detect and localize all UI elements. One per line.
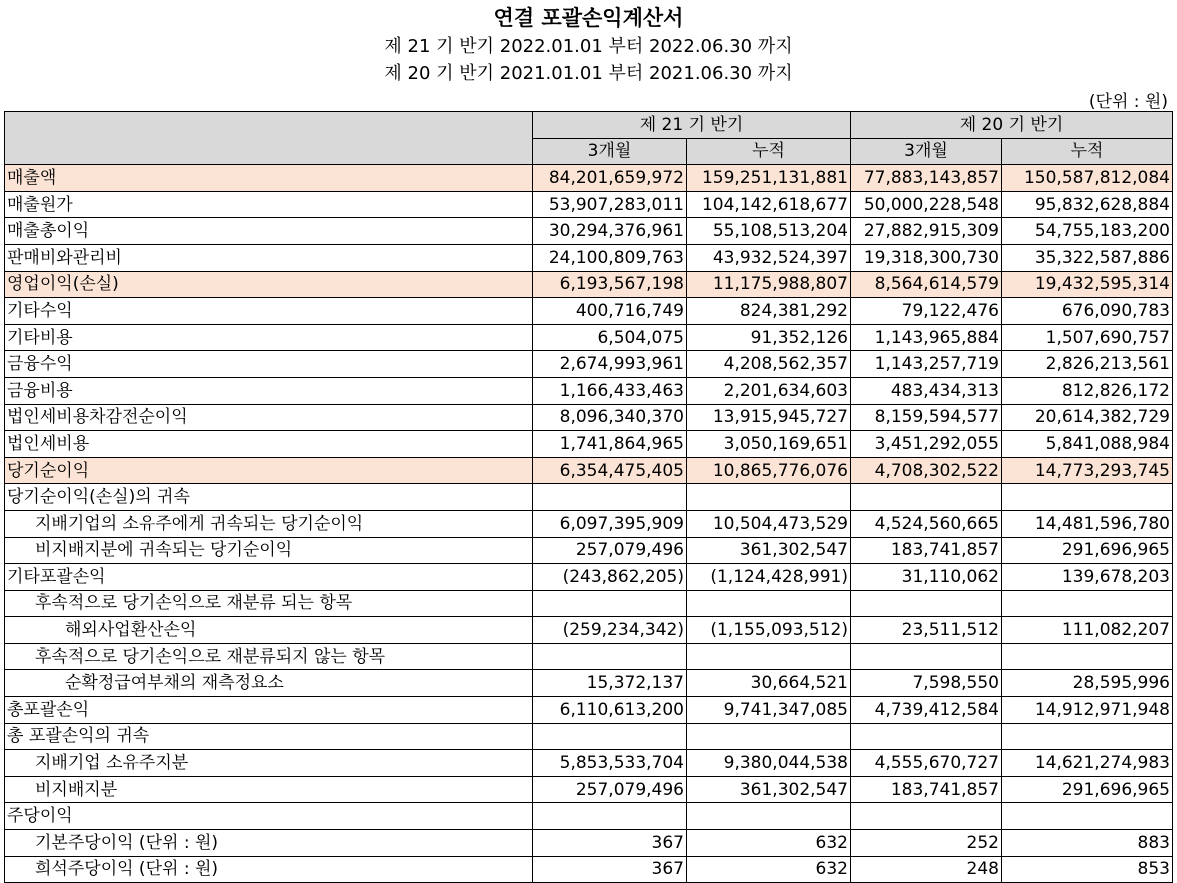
value-cell: 824,381,292 xyxy=(687,298,851,325)
value-cell: 23,511,512 xyxy=(851,617,1002,644)
table-row xyxy=(5,510,1173,537)
value-cell: 150,587,812,084 xyxy=(1002,165,1173,192)
value-cell: 35,322,587,886 xyxy=(1002,244,1173,271)
value-cell: 10,504,473,529 xyxy=(687,510,851,537)
value-cell: 20,614,382,729 xyxy=(1002,404,1173,431)
value-cell: 483,434,313 xyxy=(851,377,1002,404)
value-cell: 6,354,475,405 xyxy=(533,457,687,484)
header-sub-3: 3개월 xyxy=(851,138,1002,165)
table-row xyxy=(5,537,1173,564)
value-cell: 6,097,395,909 xyxy=(533,510,687,537)
value-cell xyxy=(533,803,687,830)
row-label: 당기순이익(손실)의 귀속 xyxy=(5,484,533,511)
header-period-prior: 제 20 기 반기 xyxy=(851,112,1173,139)
value-cell: 3,451,292,055 xyxy=(851,431,1002,458)
value-cell: 111,082,207 xyxy=(1002,617,1173,644)
value-cell: (1,124,428,991) xyxy=(687,564,851,591)
value-cell xyxy=(533,484,687,511)
value-cell: 183,741,857 xyxy=(851,776,1002,803)
table-row xyxy=(5,564,1173,591)
row-label: 총포괄손익 xyxy=(5,697,533,724)
value-cell: 257,079,496 xyxy=(533,537,687,564)
value-cell: 248 xyxy=(851,856,1002,883)
value-cell: 367 xyxy=(533,830,687,857)
value-cell xyxy=(851,590,1002,617)
header-row-periods xyxy=(5,112,1173,139)
value-cell: 252 xyxy=(851,830,1002,857)
table-row xyxy=(5,750,1173,777)
value-cell: 19,432,595,314 xyxy=(1002,271,1173,298)
header-sub-1: 3개월 xyxy=(533,138,687,165)
table-row xyxy=(5,617,1173,644)
value-cell: 5,841,088,984 xyxy=(1002,431,1173,458)
value-cell: 632 xyxy=(687,856,851,883)
row-label: 금융수익 xyxy=(5,351,533,378)
value-cell xyxy=(687,643,851,670)
value-cell: 3,050,169,651 xyxy=(687,431,851,458)
value-cell: (259,234,342) xyxy=(533,617,687,644)
row-label: 순확정급여부채의 재측정요소 xyxy=(5,670,533,697)
value-cell xyxy=(687,723,851,750)
table-row xyxy=(5,431,1173,458)
row-label: 후속적으로 당기손익으로 재분류 되는 항목 xyxy=(5,590,533,617)
value-cell: 6,110,613,200 xyxy=(533,697,687,724)
row-label: 주당이익 xyxy=(5,803,533,830)
value-cell: 6,193,567,198 xyxy=(533,271,687,298)
value-cell: 853 xyxy=(1002,856,1173,883)
row-label: 매출총이익 xyxy=(5,218,533,245)
value-cell xyxy=(1002,803,1173,830)
row-label: 기본주당이익 (단위 : 원) xyxy=(5,830,533,857)
value-cell: 79,122,476 xyxy=(851,298,1002,325)
header-period-current: 제 21 기 반기 xyxy=(533,112,851,139)
value-cell: 676,090,783 xyxy=(1002,298,1173,325)
table-row xyxy=(5,643,1173,670)
table-row xyxy=(5,298,1173,325)
value-cell: 6,504,075 xyxy=(533,324,687,351)
value-cell: 361,302,547 xyxy=(687,537,851,564)
value-cell: 104,142,618,677 xyxy=(687,191,851,218)
row-label: 비지배지분에 귀속되는 당기순이익 xyxy=(5,537,533,564)
value-cell: 1,741,864,965 xyxy=(533,431,687,458)
value-cell: 9,380,044,538 xyxy=(687,750,851,777)
value-cell: 15,372,137 xyxy=(533,670,687,697)
table-row xyxy=(5,723,1173,750)
table-row xyxy=(5,803,1173,830)
table-row xyxy=(5,670,1173,697)
value-cell: 159,251,131,881 xyxy=(687,165,851,192)
value-cell: 632 xyxy=(687,830,851,857)
value-cell: 14,912,971,948 xyxy=(1002,697,1173,724)
value-cell: 14,481,596,780 xyxy=(1002,510,1173,537)
value-cell: 10,865,776,076 xyxy=(687,457,851,484)
value-cell: 13,915,945,727 xyxy=(687,404,851,431)
row-label: 법인세비용 xyxy=(5,431,533,458)
row-label: 기타포괄손익 xyxy=(5,564,533,591)
table-row xyxy=(5,856,1173,883)
table-row xyxy=(5,165,1173,192)
value-cell xyxy=(851,643,1002,670)
row-label: 비지배지분 xyxy=(5,776,533,803)
row-label: 금융비용 xyxy=(5,377,533,404)
value-cell: 8,096,340,370 xyxy=(533,404,687,431)
value-cell: 11,175,988,807 xyxy=(687,271,851,298)
value-cell: 19,318,300,730 xyxy=(851,244,1002,271)
value-cell: 95,832,628,884 xyxy=(1002,191,1173,218)
row-label: 판매비와관리비 xyxy=(5,244,533,271)
table-row xyxy=(5,377,1173,404)
value-cell xyxy=(533,723,687,750)
value-cell: 2,674,993,961 xyxy=(533,351,687,378)
value-cell: 139,678,203 xyxy=(1002,564,1173,591)
value-cell: 54,755,183,200 xyxy=(1002,218,1173,245)
value-cell: 30,664,521 xyxy=(687,670,851,697)
table-row xyxy=(5,484,1173,511)
value-cell: 9,741,347,085 xyxy=(687,697,851,724)
period-prior: 제 20 기 반기 2021.01.01 부터 2021.06.30 까지 xyxy=(384,63,793,84)
value-cell: (243,862,205) xyxy=(533,564,687,591)
row-label: 매출원가 xyxy=(5,191,533,218)
value-cell xyxy=(687,803,851,830)
table-row xyxy=(5,351,1173,378)
value-cell xyxy=(533,590,687,617)
value-cell: 367 xyxy=(533,856,687,883)
table-row xyxy=(5,324,1173,351)
value-cell: 291,696,965 xyxy=(1002,537,1173,564)
value-cell: 883 xyxy=(1002,830,1173,857)
table-row xyxy=(5,830,1173,857)
value-cell xyxy=(533,643,687,670)
value-cell: 27,882,915,309 xyxy=(851,218,1002,245)
value-cell: 183,741,857 xyxy=(851,537,1002,564)
table-body xyxy=(5,165,1173,883)
row-label: 기타수익 xyxy=(5,298,533,325)
value-cell: 43,932,524,397 xyxy=(687,244,851,271)
value-cell: 30,294,376,961 xyxy=(533,218,687,245)
table-row xyxy=(5,191,1173,218)
table-header xyxy=(5,112,1173,165)
value-cell: 2,826,213,561 xyxy=(1002,351,1173,378)
value-cell: 1,507,690,757 xyxy=(1002,324,1173,351)
table-row xyxy=(5,244,1173,271)
value-cell: 91,352,126 xyxy=(687,324,851,351)
value-cell xyxy=(851,803,1002,830)
value-cell: 5,853,533,704 xyxy=(533,750,687,777)
value-cell: 2,201,634,603 xyxy=(687,377,851,404)
table-row xyxy=(5,218,1173,245)
value-cell: 4,555,670,727 xyxy=(851,750,1002,777)
value-cell: 31,110,062 xyxy=(851,564,1002,591)
row-label: 영업이익(손실) xyxy=(5,271,533,298)
value-cell: 8,159,594,577 xyxy=(851,404,1002,431)
value-cell xyxy=(851,484,1002,511)
value-cell: 361,302,547 xyxy=(687,776,851,803)
value-cell: 1,143,257,719 xyxy=(851,351,1002,378)
value-cell: 50,000,228,548 xyxy=(851,191,1002,218)
value-cell: 8,564,614,579 xyxy=(851,271,1002,298)
header-label-cell xyxy=(5,112,533,165)
value-cell: 28,595,996 xyxy=(1002,670,1173,697)
value-cell: 53,907,283,011 xyxy=(533,191,687,218)
page-title: 연결 포괄손익계산서 xyxy=(493,6,684,30)
table-row xyxy=(5,404,1173,431)
value-cell: 4,524,560,665 xyxy=(851,510,1002,537)
row-label: 지배기업의 소유주에게 귀속되는 당기순이익 xyxy=(5,510,533,537)
value-cell: 291,696,965 xyxy=(1002,776,1173,803)
value-cell: 77,883,143,857 xyxy=(851,165,1002,192)
row-label: 해외사업환산손익 xyxy=(5,617,533,644)
table-row xyxy=(5,590,1173,617)
table-row xyxy=(5,271,1173,298)
table-row xyxy=(5,457,1173,484)
value-cell xyxy=(687,590,851,617)
row-label: 법인세비용차감전순이익 xyxy=(5,404,533,431)
value-cell: 55,108,513,204 xyxy=(687,218,851,245)
value-cell: 257,079,496 xyxy=(533,776,687,803)
row-label: 지배기업 소유주지분 xyxy=(5,750,533,777)
value-cell: 24,100,809,763 xyxy=(533,244,687,271)
value-cell xyxy=(687,484,851,511)
row-label: 매출액 xyxy=(5,165,533,192)
value-cell: (1,155,093,512) xyxy=(687,617,851,644)
value-cell: 14,773,293,745 xyxy=(1002,457,1173,484)
value-cell: 812,826,172 xyxy=(1002,377,1173,404)
value-cell: 1,166,433,463 xyxy=(533,377,687,404)
value-cell xyxy=(1002,723,1173,750)
period-current: 제 21 기 반기 2022.01.01 부터 2022.06.30 까지 xyxy=(384,36,793,57)
value-cell xyxy=(1002,643,1173,670)
row-label: 당기순이익 xyxy=(5,457,533,484)
value-cell xyxy=(1002,484,1173,511)
value-cell xyxy=(1002,590,1173,617)
value-cell: 4,708,302,522 xyxy=(851,457,1002,484)
row-label: 기타비용 xyxy=(5,324,533,351)
row-label: 총 포괄손익의 귀속 xyxy=(5,723,533,750)
unit-label: (단위 : 원) xyxy=(1088,92,1168,112)
row-label: 후속적으로 당기손익으로 재분류되지 않는 항목 xyxy=(5,643,533,670)
value-cell: 4,739,412,584 xyxy=(851,697,1002,724)
row-label: 희석주당이익 (단위 : 원) xyxy=(5,856,533,883)
value-cell: 7,598,550 xyxy=(851,670,1002,697)
income-statement-table xyxy=(4,111,1173,883)
value-cell: 14,621,274,983 xyxy=(1002,750,1173,777)
value-cell: 4,208,562,357 xyxy=(687,351,851,378)
header-sub-4: 누적 xyxy=(1002,138,1173,165)
value-cell xyxy=(851,723,1002,750)
value-cell: 400,716,749 xyxy=(533,298,687,325)
table-row xyxy=(5,776,1173,803)
value-cell: 84,201,659,972 xyxy=(533,165,687,192)
table-row xyxy=(5,697,1173,724)
value-cell: 1,143,965,884 xyxy=(851,324,1002,351)
header-sub-2: 누적 xyxy=(687,138,851,165)
